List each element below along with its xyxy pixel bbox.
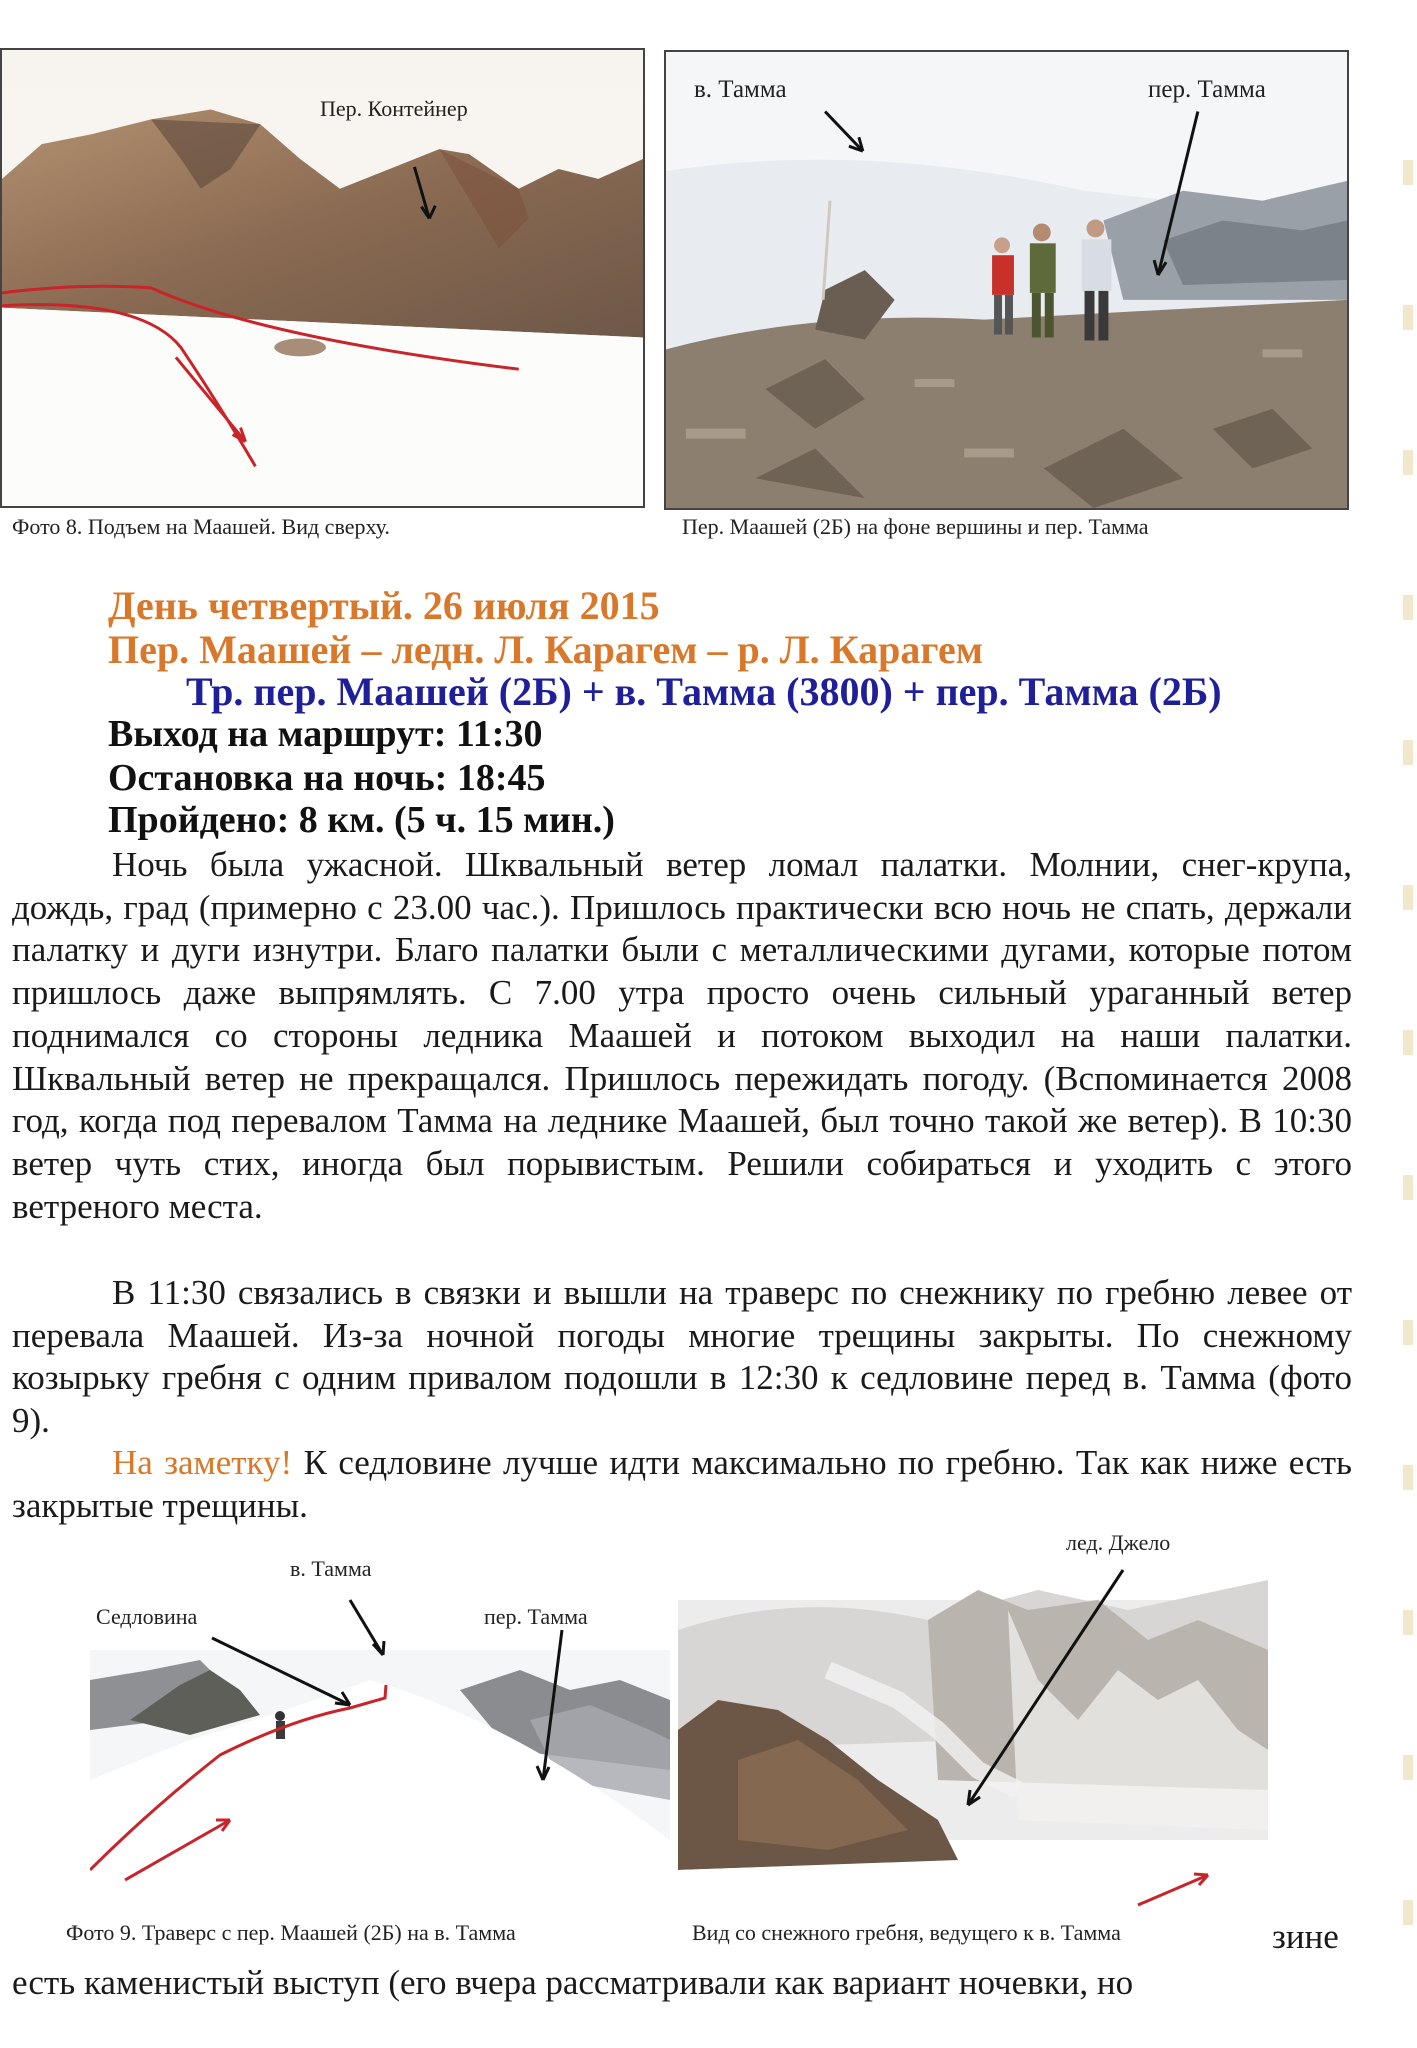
night-stop-time: Остановка на ночь: 18:45 <box>108 757 546 799</box>
photo-tamma-pass <box>664 50 1349 510</box>
wrapped-line-end: зине <box>1272 1917 1339 1956</box>
paragraph-night: Ночь была ужасной. Шквальный ветер ломал палатки. Молнии, снег-крупа, дождь, град (примерно с 23.00 час.). Пришлось практически всю ночь не спать, держали палатку и дуги изнутри. Благо палатки были с металлическими дугами, которые потом пришлось даже выпрямлять. С 7.00 утра просто очень сильный ураганный ветер поднимался со стороны ледника Маашей и потоком выходил на наши палатки. Шквальный ветер не прекращался. Пришлось пережидать погоду. (Вспоминается 2008 год, когда под перевалом Тамма на леднике Маашей, был точно такой же ветер). В 10:30 ветер чуть стих, иногда был порывистым. Решили собираться и уходить с этого ветреного места. <box>12 845 1352 1226</box>
photo-pass-label: пер. Тамма <box>1148 76 1266 103</box>
photo-9-peak-label: в. Тамма <box>290 1556 372 1581</box>
paragraph-traverse: В 11:30 связались в связки и вышли на траверс по снежнику по гребню левее от перевала Маашей. Из-за ночной погоды многие трещины закрыты. По снежному козырьку гребня с одним привалом подошли в 12:30 к седловине перед в. Тамма (фото 9). <box>12 1273 1352 1441</box>
distance-covered: Пройдено: 8 км. (5 ч. 15 мин.) <box>108 799 615 841</box>
note-label: На заметку! <box>112 1443 293 1482</box>
photo-tamma-caption: Пер. Маашей (2Б) на фоне вершины и пер. Тамма <box>682 514 1149 539</box>
glacier-label: лед. Джело <box>1066 1530 1171 1555</box>
photo-9-caption: Фото 9. Траверс с пер. Маашей (2Б) на в. Тамма <box>66 1920 516 1945</box>
photo-9-pass-label: пер. Тамма <box>484 1604 588 1629</box>
note-text: К седловине лучше идти максимально по гребню. Так как ниже есть закрытые трещины. <box>12 1443 1352 1525</box>
photo-peak-label: в. Тамма <box>694 76 787 103</box>
paragraph-note <box>12 1442 1352 1527</box>
photo-8-pass-label: Пер. Контейнер <box>320 96 468 121</box>
photo-9 <box>90 1540 670 1890</box>
page-edge-strip <box>1403 40 1413 2000</box>
ridge-view-caption: Вид со снежного гребня, ведущего к в. Тамма <box>692 1920 1121 1945</box>
photo-9-saddle-label: Седловина <box>96 1604 198 1629</box>
day-route: Пер. Маашей – ледн. Л. Карагем – р. Л. Карагем <box>108 627 983 672</box>
departure-time: Выход на маршрут: 11:30 <box>108 713 543 755</box>
photo-ridge-view <box>678 1530 1268 1910</box>
day-title: День четвертый. 26 июля 2015 <box>108 583 660 628</box>
last-line: есть каменистый выступ (его вчера рассматривали как вариант ночевки, но <box>12 1963 1134 2002</box>
day-traverse: Тр. пер. Маашей (2Б) + в. Тамма (3800) + пер. Тамма (2Б) <box>186 669 1222 714</box>
photo-8-caption: Фото 8. Подъем на Маашей. Вид сверху. <box>12 514 390 539</box>
